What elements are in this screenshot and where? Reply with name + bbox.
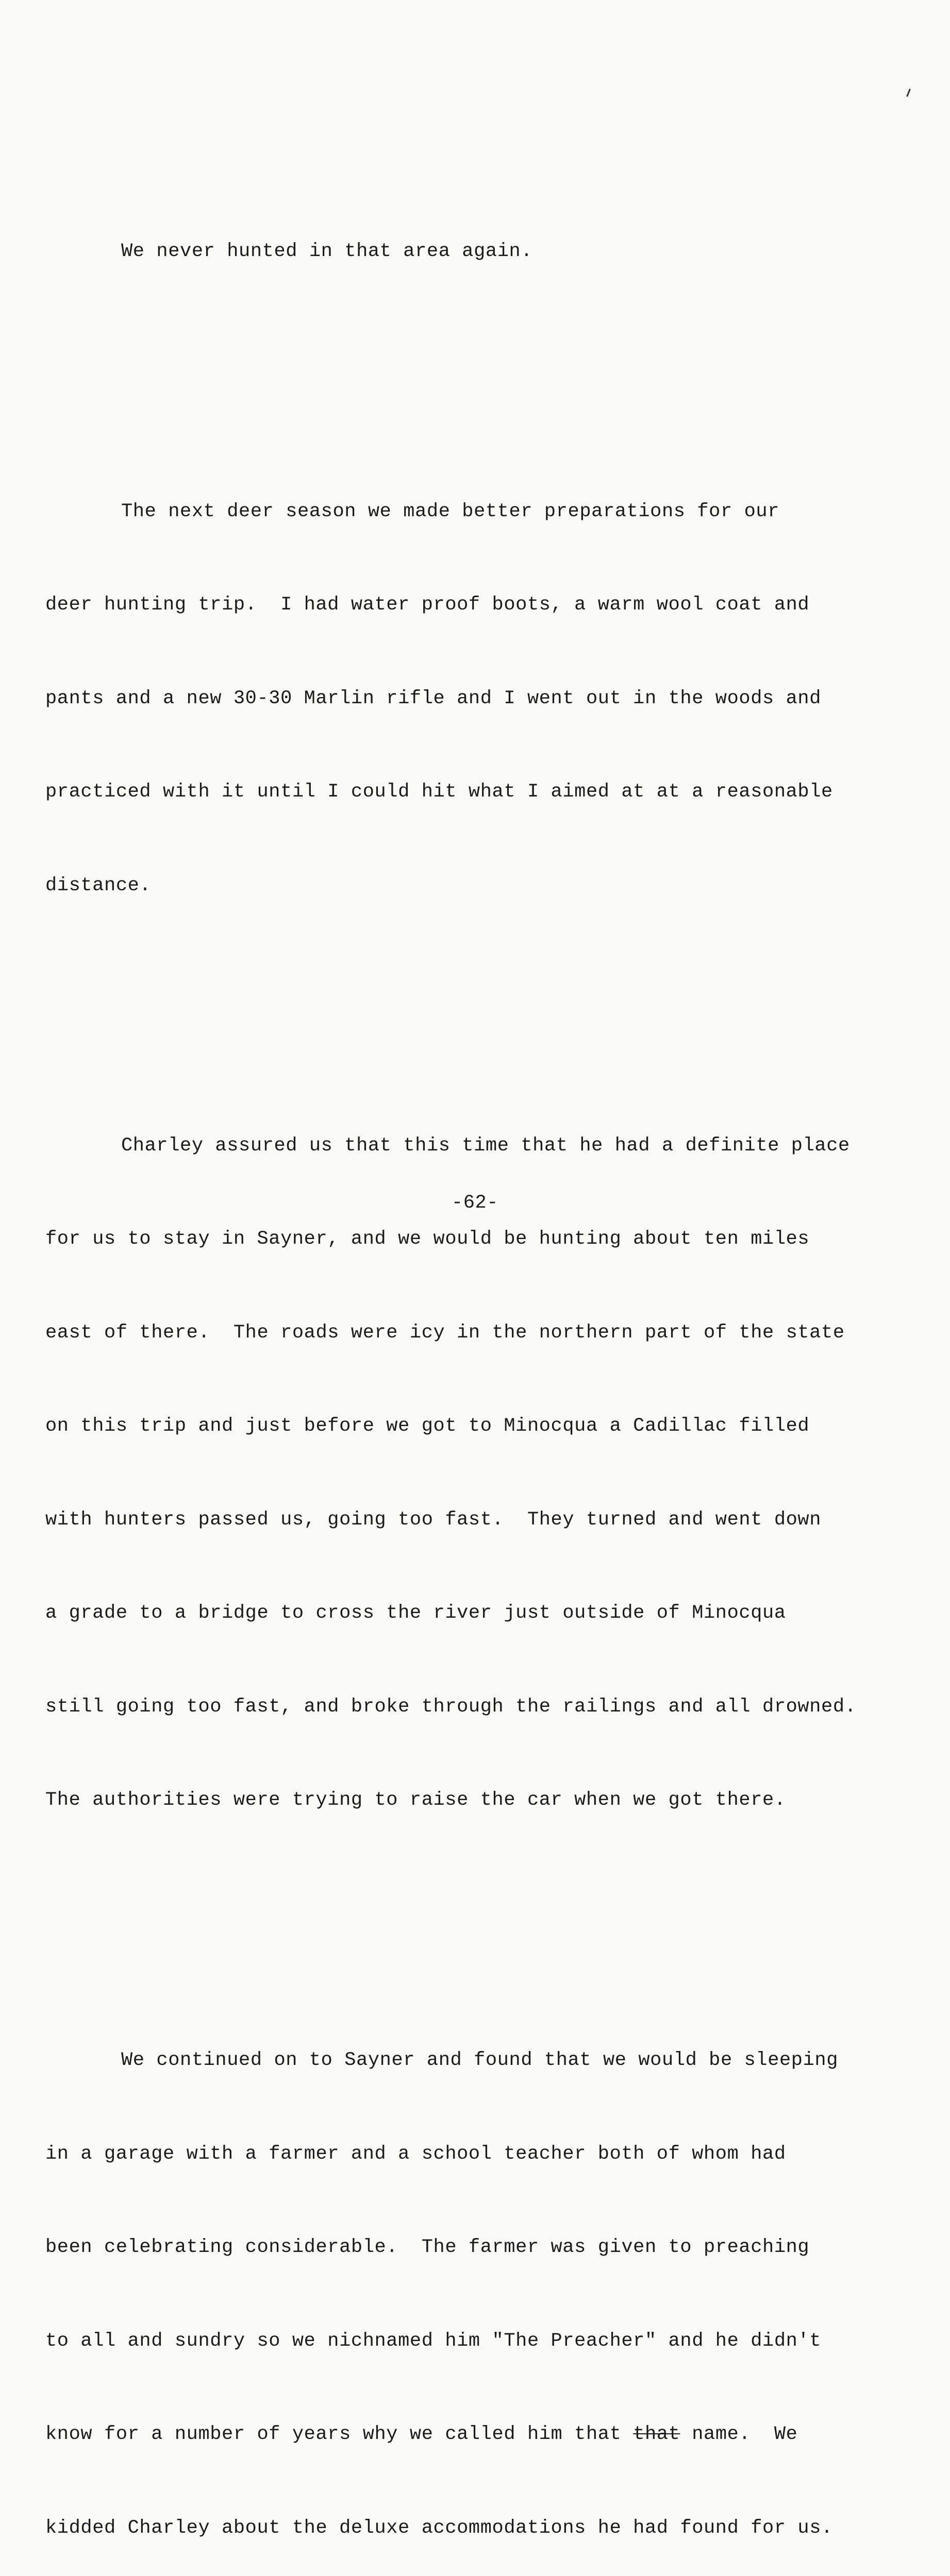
text-line: kidded Charley about the deluxe accommodations he had found for us.	[45, 2517, 833, 2539]
paragraph-1	[45, 174, 922, 330]
text-line: with hunters passed us, going too fast. They turned and went down	[45, 1509, 822, 1531]
text-line: The authorities were trying to raise the car when we got there.	[45, 1789, 786, 1811]
text-line: deer hunting trip. I had water proof boots, a warm wool coat and	[45, 594, 810, 616]
body-text	[45, 80, 922, 2576]
text-line: in a garage with a farmer and a school teacher both of whom had	[45, 2143, 786, 2165]
paragraph-3	[45, 1068, 922, 1878]
text-line: to all and sundry so we nichnamed him "The Preacher" and he didn't	[45, 2330, 822, 2352]
paragraph-2	[45, 434, 922, 964]
text-line: a grade to a bridge to cross the river just outside of Minocqua	[45, 1602, 786, 1624]
text-line: for us to stay in Sayner, and we would be hunting about ten miles	[45, 1228, 810, 1250]
text-line: Charley assured us that this time that he had a definite place	[121, 1134, 850, 1157]
text-line: We continued on to Sayner and found that we would be sleeping	[121, 2049, 839, 2071]
text-line-with-strike	[45, 2419, 922, 2450]
text-line: east of there. The roads were icy in the northern part of the state	[45, 1321, 845, 1344]
paragraph-4	[45, 1982, 922, 2576]
text-line: been celebrating considerable. The farmer was given to preaching	[45, 2236, 810, 2258]
text-segment: know for a number of years why we called him that	[45, 2424, 634, 2445]
text-line: on this trip and just before we got to Minocqua a Cadillac filled	[45, 1415, 810, 1437]
text-line: practiced with it until I could hit what I aimed at at a reasonable	[45, 781, 833, 803]
text-line: We never hunted in that area again.	[121, 240, 533, 262]
text-line: distance.	[45, 874, 152, 896]
page-number: -62-	[451, 1192, 499, 1214]
struck-word: that	[633, 2424, 680, 2445]
text-segment: name. We	[680, 2424, 798, 2445]
text-line: pants and a new 30-30 Marlin rifle and I went out in the woods and	[45, 687, 822, 709]
text-line: still going too fast, and broke through the railings and all drowned.	[45, 1696, 857, 1718]
text-line: The next deer season we made better preparations for our	[121, 500, 780, 522]
